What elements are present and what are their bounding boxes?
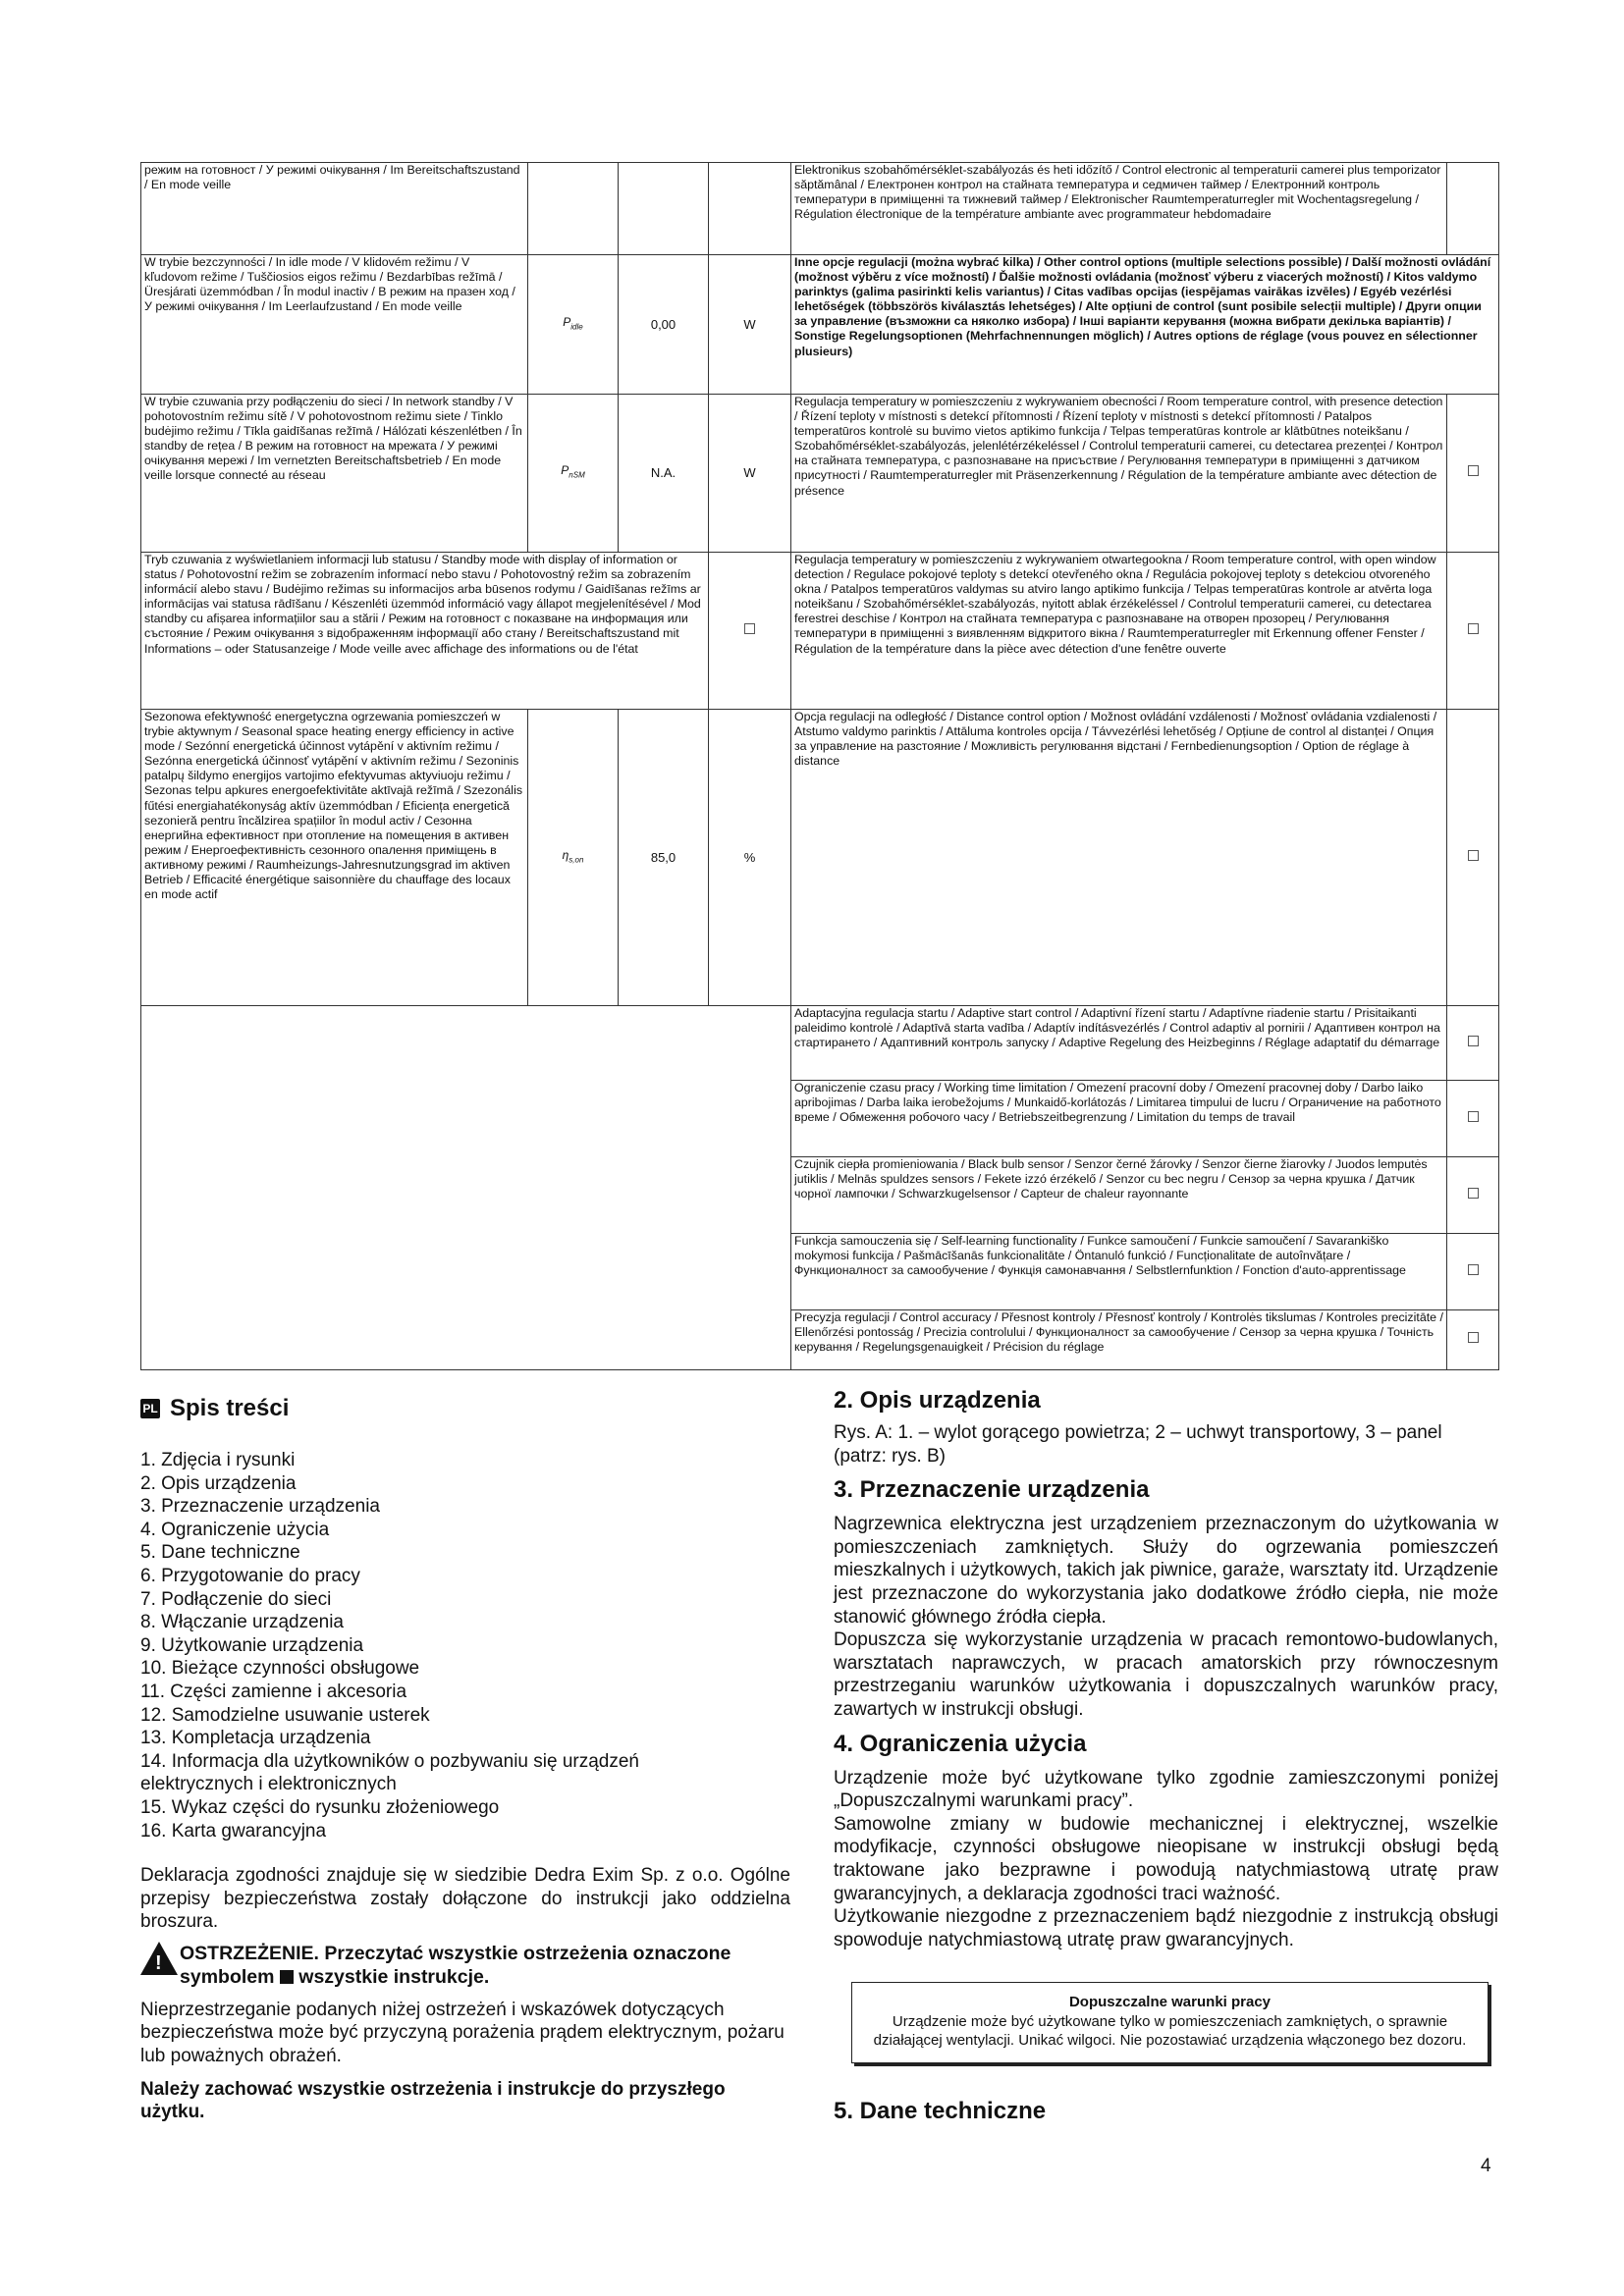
checkbox[interactable] — [1447, 1081, 1499, 1157]
table-row — [141, 395, 1499, 553]
warning-text: Nieprzestrzeganie podanych niżej ostrzeżeń i wskazówek dotyczących bezpieczeństwa może być przyczyną porażenia prądem elektrycznym, pożaru lub poważnych obrażeń. — [140, 1999, 785, 2067]
toc-item[interactable]: 1. Zdjęcia i rysunki — [140, 1450, 296, 1470]
checkbox[interactable] — [1447, 395, 1499, 553]
right-column — [834, 1386, 1498, 2126]
keep-instructions-text: Należy zachować wszystkie ostrzeżenia i instrukcje do przyszłego użytku. — [140, 2078, 726, 2123]
section-3-title: 3. Przeznaczenie urządzenia — [834, 1476, 1150, 1504]
section-3-paragraph: Dopuszcza się wykorzystanie urządzenia w pracach remontowo-budowlanych, warsztatach naprawczych, w pracach amatorskich przy równoczesnym przestrzeganiu warunków użytkowania i dopuszczalnych warunków pracy, zawartych w instrukcji obsługi. — [834, 1629, 1498, 1720]
option-text: Funkcja samouczenia się / Self-learning functionality / Funkce samoučení / Funkcie samoučení / Savarankiško mokymosi funkcija / Pašmācīšanās funkcionalitāte / Öntanuló funkció / Funcționalitate de autoînvățare / Функционалност за самообучение / Функція самонавчання / Selbstlernfunktion / Fonction d'auto-apprentissage — [791, 1234, 1447, 1310]
toc-item[interactable]: 14. Informacja dla użytkowników o pozbywaniu się urządzeń elektrycznych i elektronicznych — [140, 1750, 639, 1795]
checkbox[interactable] — [1447, 1157, 1499, 1234]
option-text: Adaptacyjna regulacja startu / Adaptive start control / Adaptivní řízení startu / Adaptívne riadenie startu / Prisitaikanti paleidimo kontrolė / Adaptīvā starta vadība / Adaptív indításvezérlés / Control adaptiv al pornirii / Адаптивен контрол на стартирането / Адаптивний контроль запуску / Adaptive Regelung des Heizbeginns / Réglage adaptatif du démarrage — [791, 1006, 1447, 1081]
warning-icon: ! — [140, 1942, 178, 1975]
manual-book-icon — [280, 1970, 294, 1984]
toc-item[interactable]: 12. Samodzielne usuwanie usterek — [140, 1704, 430, 1726]
checkbox-icon — [1468, 465, 1479, 476]
toc-item[interactable]: 16. Karta gwarancyjna — [140, 1820, 327, 1842]
checkbox[interactable] — [1447, 1234, 1499, 1310]
unit: % — [709, 710, 791, 1006]
option-text: Regulacja temperatury w pomieszczeniu z wykrywaniem otwartegookna / Room temperature control, with open window detection / Regulace pokojové teploty s detekcí otevřeného okna / Regulácia pokojovej teploty s detekciou otvoreného okna / Patalpos temperatūros valdymas su atviro lango aptikimo funkcija / Telpas temperatūras kontrole ar atvērta loga noteikšanu / Szobahőmérséklet-szabályozás, nyitott ablak érzékeléssel / Controlul temperaturii camerei, cu detectarea ferestrei deschise / Контрол на стайната температура с разпознаване на отворен прозорец / Регулювання температури в приміщенні з виявленням відкритого вікна / Raumtemperaturregler mit Erkennung offener Fenster / Régulation de la température dans la pièce avec détection d'une fenêtre ouverte — [791, 553, 1447, 710]
unit: W — [709, 255, 791, 395]
symbol: $\eta_{s,on}$ — [528, 710, 619, 1006]
checkbox[interactable] — [1447, 1006, 1499, 1081]
working-conditions-text: Urządzenie może być użytkowane tylko w pomieszczeniach zamkniętych, o sprawnie działającej wentylacji. Unikać wilgoci. Nie pozostawiać urządzenia włączonego bez dozoru. — [873, 2012, 1467, 2050]
value: 0,00 — [619, 255, 709, 395]
symbol: $P_{nSM}$ — [528, 395, 619, 553]
option-text: Opcja regulacji na odległość / Distance control option / Možnost ovládání vzdálenosti / Možnosť ovládania vzdialenosti / Atstumo valdymo parinktis / Attāluma kontroles opcija / Távvezérlési lehetőség / Opțiune de control al distanței / Опция за управление на разстояние / Можливість регулювання відстані / Fernbedienungsoption / Option de réglage à distance — [791, 710, 1447, 1006]
toc-item[interactable]: 13. Kompletacja urządzenia — [140, 1728, 371, 1749]
section-2-title: 2. Opis urządzenia — [834, 1387, 1041, 1414]
option-text: Czujnik ciepła promieniowania / Black bulb sensor / Senzor černé žárovky / Senzor čierne žiarovky / Juodos lemputės jutiklis / Melnās spuldzes sensors / Fekete izzó érzékelő / Senzor cu bec negru / Сензор за черна крушка / Датчик чорної лампочки / Schwarzkugelsensor / Capteur de chaleur rayonnante — [791, 1157, 1447, 1234]
left-column — [140, 1394, 790, 2124]
toc-item[interactable]: 8. Włączanie urządzenia — [140, 1612, 344, 1633]
row-label: режим на готовност / У режимі очікування / Im Bereitschaftszustand / En mode veille — [141, 163, 528, 255]
option-text: Precyzja regulacji / Control accuracy / Přesnost kontroly / Přesnosť kontroly / Kontrolės tikslumas / Kontroles precizitāte / Ellenőrzési pontosság / Precizia controlului / Функционалност за самообучение / Сензор за черна крушка / Точність керування / Regelungsgenauigkeit / Précision du réglage — [791, 1310, 1447, 1370]
symbol: $P_{idle}$ — [528, 255, 619, 395]
toc-item[interactable]: 7. Podłączenie do sieci — [140, 1588, 332, 1610]
checkbox[interactable] — [709, 553, 791, 710]
row-label: Tryb czuwania z wyświetlaniem informacji lub statusu / Standby mode with display of information or status / Pohotovostní režim se zobrazením informací nebo stavu / Pohotovostný režim sa zobrazením informácií alebo stavu / Budėjimo režimas su informacijos arba būsenos rodymu / Gaidīšanas režīms ar informācijas vai statusa rādīšanu / Készenléti üzemmód információ vagy állapot megjelenítésével / Mod standby cu afișarea informațiilor sau a stării / Режим на готовност с показване на информация или състояние / Режим очікування з відображенням інформації або стану / Bereitschaftszustand mit Informations – oder Statusanzeige / Mode veille avec affichage des informations ou de l'état — [141, 553, 709, 710]
toc-item[interactable]: 10. Bieżące czynności obsługowe — [140, 1658, 420, 1680]
toc-item[interactable]: 11. Części zamienne i akcesoria — [140, 1681, 407, 1702]
checkbox-icon — [744, 623, 755, 634]
toc-item[interactable]: 3. Przeznaczenie urządzenia — [140, 1496, 380, 1518]
option-heading: Inne opcje regulacji (można wybrać kilka) / Other control options (multiple selections possible) / Další možnosti ovládání (možnost výběru z více možností) / Ďalšie možnosti ovládania (možnosť výberu z viacerých možností) / Kitos valdymo parinktys (galima pasirinkti kelis variantus) / Citas vadības opcijas (iespējamas vairākas izvēles) / Egyéb vezérlési lehetőségek (többszörös kiválasztás lehetséges) / Alte opțiuni de control (sunt posibile selecții multiple) / Други опции за управление (възможни са няколко избора) / Інші варіанти керування (можна вибрати декілька варіантів) / Sonstige Regelungsoptionen (Mehrfachnennungen möglich) / Autres options de réglage (vous pouvez en sélectionner plusieurs) — [791, 255, 1499, 395]
toc-item[interactable]: 4. Ograniczenie użycia — [140, 1519, 330, 1540]
table-row — [141, 710, 1499, 1006]
row-label: W trybie czuwania przy podłączeniu do sieci / In network standby / V pohotovostním režimu sítě / V pohotovostnom režimu siete / Tinklo budėjimo režimu / Tīkla gaidīšanas režīmā / Hálózati készenlétben / În standby de rețea / В режим на готовност на мрежата / У режимі очікування мережі / Im vernetzten Bereitschaftsbetrieb / En mode veille lorsque connecté au réseau — [141, 395, 528, 553]
toc-item[interactable]: 15. Wykaz części do rysunku złożeniowego — [140, 1796, 500, 1818]
section-5-title: 5. Dane techniczne — [834, 2097, 1047, 2124]
page-number: 4 — [1481, 2156, 1491, 2176]
table-row — [141, 163, 1499, 255]
value: N.A. — [619, 395, 709, 553]
toc-item[interactable]: 2. Opis urządzenia — [140, 1472, 297, 1494]
declaration-text: Deklaracja zgodności znajduje się w siedzibie Dedra Exim Sp. z o.o. Ogólne przepisy bezpieczeństwa zostały dołączone do instrukcji jako oddzielna broszura. — [140, 1865, 790, 1933]
option-text: Elektronikus szobahőmérséklet-szabályozás és heti időzítő / Control electronic al temperaturii camerei plus temporizator săptămânal / Електронен контрол на стайната температура и седмичен таймер / Електронний контроль температури в приміщенні та тижневий таймер / Elektronischer Raumtemperaturregler mit Wochentagsregelung / Régulation électronique de la température ambiante avec programmateur hebdomadaire — [791, 163, 1447, 255]
table-row — [141, 255, 1499, 395]
checkbox-icon — [1468, 623, 1479, 634]
checkbox-icon — [1468, 1111, 1479, 1122]
section-4-paragraph: Użytkowanie niezgodne z przeznaczeniem bądź niezgodnie z instrukcją obsługi spowoduje natychmiastową utratę praw gwarancyjnych. — [834, 1906, 1498, 1950]
checkbox-icon — [1468, 850, 1479, 861]
section-3-paragraph: Nagrzewnica elektryczna jest urządzeniem przeznaczonym do użytkowania w pomieszczeniach zamkniętych. Służy do ogrzewania pomieszczeń mieszkalnych i użytkowych, takich jak piwnice, garaże, warsztaty itd. Urządzenie jest przeznaczone do wykorzystania jako dodatkowe źródło ciepła, nie może stanowić głównego źródła ciepła. — [834, 1514, 1498, 1628]
language-badge: PL — [140, 1399, 160, 1418]
section-4-title: 4. Ograniczenia użycia — [834, 1730, 1087, 1757]
checkbox[interactable] — [1447, 553, 1499, 710]
checkbox-icon — [1468, 1036, 1479, 1046]
row-label: W trybie bezczynności / In idle mode / V klidovém režimu / V kľudovom režime / Tuščiosios eigos režimu / Bezdarbības režīmā / Üresjárati üzemmódban / În modul inactiv / В режим на празен ход / У режимі очікування / Im Leerlaufzustand / En mode veille — [141, 255, 528, 395]
table-row — [141, 553, 1499, 710]
option-text: Ograniczenie czasu pracy / Working time limitation / Omezení pracovní doby / Omezení pracovnej doby / Darbo laiko apribojimas / Darba laika ierobežojums / Munkaidő-korlátozás / Limitarea timpului de lucru / Ограничение на работното време / Обмеження робочого часу / Betriebszeitbegrenzung / Limitation du temps de travail — [791, 1081, 1447, 1157]
option-text: Regulacja temperatury w pomieszczeniu z wykrywaniem obecności / Room temperature control, with presence detection / Řízení teploty v místnosti s detekcí přítomnosti / Řízení teploty v místnosti s detekcí přítomnosti / Patalpos temperatūros kontrolė su buvimo vietos aptikimo funkcija / Telpas temperatūras kontrole ar klātbūtnes noteikšanu / Szobahőmérséklet-szabályozás, jelenlétérzékeléssel / Controlul temperaturii camerei, cu detectarea prezenței / Контрол на стайната температура, с разпознаване на присъствие / Регулювання температури в приміщенні з датчиком присутності / Raumtemperaturregler mit Präsenzerkennung / Régulation de la température ambiante avec détection de présence — [791, 395, 1447, 553]
toc-header — [140, 1394, 790, 1423]
table-row — [141, 1006, 1499, 1081]
spec-table — [140, 162, 1499, 1370]
toc-title: Spis treści — [170, 1395, 290, 1421]
value: 85,0 — [619, 710, 709, 1006]
toc-item[interactable]: 9. Użytkowanie urządzenia — [140, 1634, 364, 1656]
checkbox-icon — [1468, 1264, 1479, 1275]
toc-item[interactable]: 5. Dane techniczne — [140, 1542, 300, 1564]
working-conditions-title: Dopuszczalne warunki pracy — [1068, 1994, 1272, 2011]
checkbox[interactable] — [1447, 1310, 1499, 1370]
row-label: Sezonowa efektywność energetyczna ogrzewania pomieszczeń w trybie aktywnym / Seasonal space heating energy efficiency in active mode / Sezónní energetická účinnost vytápění v aktivním režimu / Sezónna energetická účinnosť vytápění v aktivním režimu / Sezoninis patalpų šildymo energijos vartojimo efektyvumas aktyviuoju režimu / Sezonas telpu apkures energoefektivitāte aktīvajā režīmā / Szezonális fűtési energiahatékonyság aktív üzemmódban / Eficiența energetică sezonieră pentru încălzirea spațiilor în modul activ / Сезонна енергийна ефективност при отопление на помещения в активен режим / Енергоефективність сезонного опалення приміщень в активному режимі / Raumheizungs-Jahresnutzungsgrad im aktiven Betrieb / Efficacité énergétique saisonnière du chauffage des locaux en mode actif — [141, 710, 528, 1006]
section-4-paragraph: Urządzenie może być użytkowane tylko zgodnie zamieszczonymi poniżej „Dopuszczalnymi warunkami pracy”. — [834, 1767, 1498, 1812]
section-2-text: Rys. A: 1. – wylot gorącego powietrza; 2 – uchwyt transportowy, 3 – panel (patrz: rys. B) — [834, 1422, 1442, 1467]
checkbox[interactable] — [1447, 710, 1499, 1006]
toc-item[interactable]: 6. Przygotowanie do pracy — [140, 1565, 360, 1586]
unit: W — [709, 395, 791, 553]
section-4-paragraph: Samowolne zmiany w budowie mechanicznej i elektrycznej, wszelkie modyfikacje, czynności obsługowe nieopisane w instrukcji obsługi będą traktowane jako bezprawne i powodują natychmiastową utratę praw gwarancyjnych, a deklaracja zgodności traci ważność. — [834, 1813, 1498, 1904]
checkbox-icon — [1468, 1332, 1479, 1343]
warning-heading: ! OSTRZEŻENIE. Przeczytać wszystkie ostrzeżenia oznaczone symbolem wszystkie instrukcje. — [140, 1942, 790, 1989]
toc-list — [140, 1449, 790, 1842]
checkbox-icon — [1468, 1188, 1479, 1199]
working-conditions-box — [851, 1982, 1489, 2063]
